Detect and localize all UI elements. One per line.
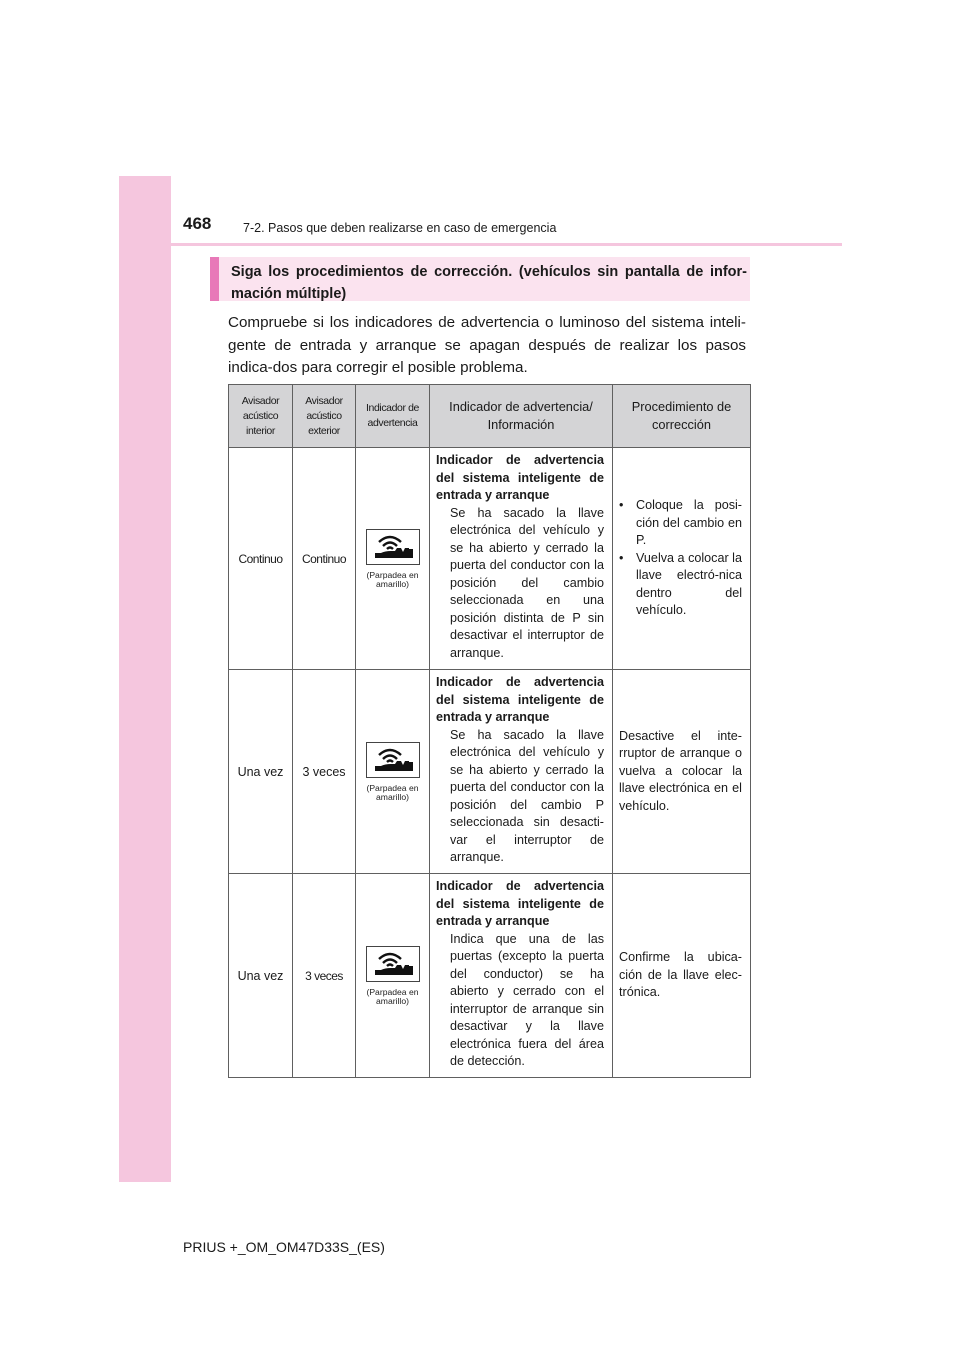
icon-caption: (Parpadea en amarillo) bbox=[366, 569, 419, 589]
procedure-item: • Coloque la posi-ción del cambio en P. bbox=[619, 497, 742, 550]
exterior-buzzer-cell: 3 veces bbox=[293, 670, 356, 874]
procedure-cell bbox=[613, 448, 751, 670]
info-body: Se ha sacado la llave electrónica del vehículo y se ha abierto y cerrado la puerta del conductor con la posición del cambio P seleccionada sin desacti-var el interruptor de arranque. bbox=[450, 727, 604, 864]
table-row bbox=[229, 448, 751, 670]
procedure-item: • Vuelva a colocar la llave electró-nica dentro del vehículo. bbox=[619, 550, 742, 620]
info-body: Indica que una de las puertas (excepto la puerta del conductor) se ha abierto y cerrado con el interruptor de arranque sin desactivar y la llave electrónica fuera del área de detección. bbox=[450, 931, 604, 1068]
exterior-buzzer-cell: 3 veces bbox=[293, 874, 356, 1078]
procedure-list bbox=[619, 497, 742, 620]
header-warning-light: Indicador de advertencia bbox=[356, 385, 430, 448]
header-procedure: Procedimiento de corrección bbox=[613, 385, 751, 448]
warning-table bbox=[228, 384, 751, 1078]
intro-paragraph: Compruebe si los indicadores de advertencia o luminoso del sistema inteli-gente de entrada y arranque se apagan después de realizar los pasos indica-dos para corregir el posible problema. bbox=[228, 314, 746, 376]
section-title: Siga los procedimientos de corrección. (vehículos sin pantalla de infor-mación múltiple) bbox=[231, 264, 747, 302]
warning-light-cell bbox=[356, 874, 430, 1078]
page-margin-tab bbox=[119, 176, 171, 1182]
table-row bbox=[229, 670, 751, 874]
interior-buzzer-cell: Continuo bbox=[229, 448, 293, 670]
information-cell bbox=[430, 448, 613, 670]
interior-buzzer-cell: Una vez bbox=[229, 874, 293, 1078]
smart-key-warning-icon bbox=[366, 742, 420, 778]
information-cell bbox=[430, 874, 613, 1078]
section-heading-bar bbox=[210, 257, 750, 301]
exterior-buzzer-cell: Continuo bbox=[293, 448, 356, 670]
document-code: PRIUS +_OM_OM47D33S_(ES) bbox=[183, 1239, 385, 1255]
smart-key-warning-icon bbox=[366, 529, 420, 565]
icon-caption: (Parpadea en amarillo) bbox=[366, 986, 419, 1006]
header-rule bbox=[119, 243, 842, 246]
header-information: Indicador de advertencia/ Información bbox=[430, 385, 613, 448]
procedure-cell: Desactive el inte-rruptor de arranque o vuelva a colocar la llave electrónica en el vehículo. bbox=[613, 670, 751, 874]
information-cell bbox=[430, 670, 613, 874]
warning-light-cell bbox=[356, 670, 430, 874]
chapter-title: 7-2. Pasos que deben realizarse en caso de emergencia bbox=[243, 221, 557, 235]
smart-key-warning-icon bbox=[366, 946, 420, 982]
info-title: Indicador de advertencia del sistema inteligente de entrada y arranque bbox=[436, 879, 604, 928]
icon-caption: (Parpadea en amarillo) bbox=[366, 782, 419, 802]
table-header-row bbox=[229, 385, 751, 448]
info-body: Se ha sacado la llave electrónica del vehículo y se ha abierto y cerrado la puerta del conductor con la posición del cambio seleccionada en una posición distinta de P sin desactivar el interruptor de arranque. bbox=[450, 505, 604, 660]
procedure-cell: Confirme la ubica-ción de la llave elec-trónica. bbox=[613, 874, 751, 1078]
info-title: Indicador de advertencia del sistema inteligente de entrada y arranque bbox=[436, 453, 604, 502]
interior-buzzer-cell: Una vez bbox=[229, 670, 293, 874]
header-interior-buzzer: Avisador acústico interior bbox=[229, 385, 293, 448]
table-row bbox=[229, 874, 751, 1078]
warning-light-cell bbox=[356, 448, 430, 670]
header-exterior-buzzer: Avisador acústico exterior bbox=[293, 385, 356, 448]
info-title: Indicador de advertencia del sistema inteligente de entrada y arranque bbox=[436, 675, 604, 724]
page-number: 468 bbox=[183, 214, 212, 233]
